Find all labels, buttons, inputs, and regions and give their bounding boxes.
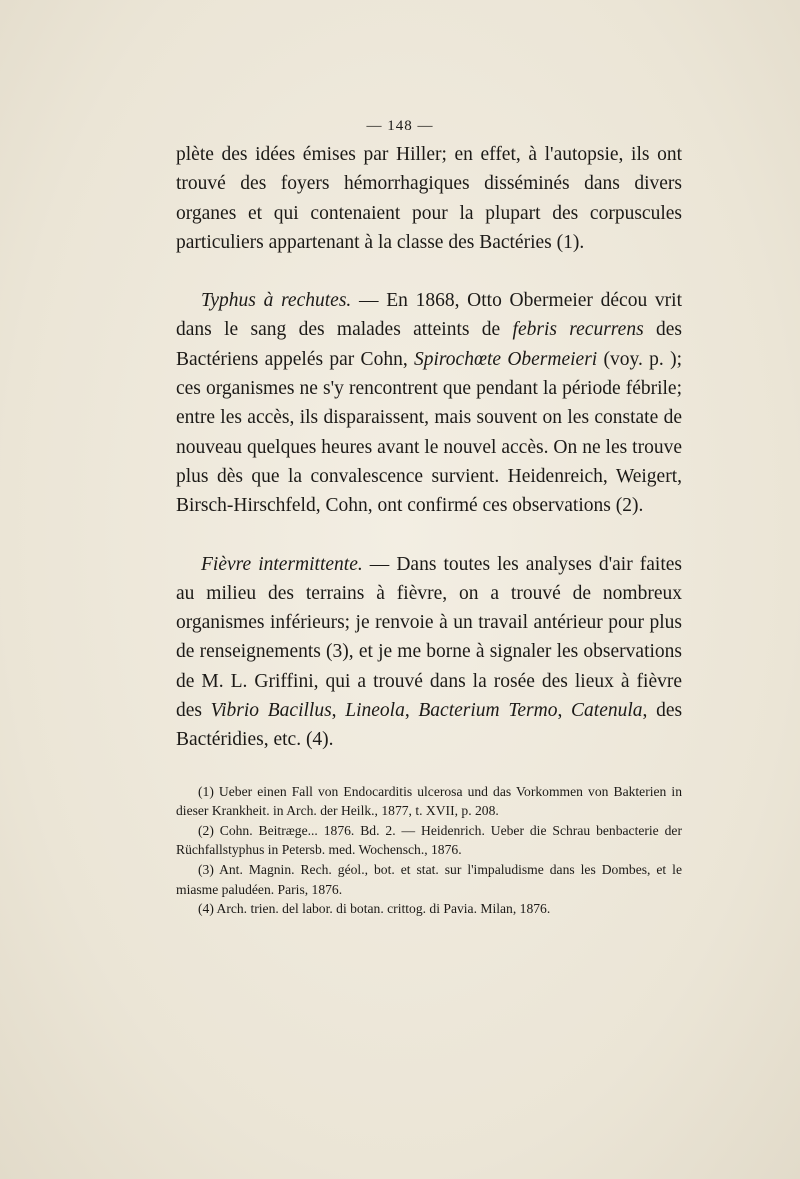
main-text [176, 140, 682, 919]
footnote-1: (1) Ueber einen Fall von Endocarditis ulcerosa und das Vorkommen von Bakterien in dieser Krankheit. in Arch. der Heilk., 1877, t. XVII, p. 208. [176, 783, 682, 819]
footnotes [176, 782, 682, 919]
heading-fievre: Fièvre intermittente. [201, 553, 363, 575]
paragraph-typhus: Typhus à rechutes. — En 1868, Otto Obermeier décou vrit dans le sang des malades atteints de febris recurrens des Bactériens appelés par Cohn, Spirochœte Obermeieri (voy. p. ); ces organismes ne s'y rencontrent que pendant la période fébrile; entre les accès, ils disparaissent, mais souvent on les constate de nouveau quelques heures avant le nouvel accès. On ne les trouve plus dès que la convalescence survient. Heidenreich, Weigert, Birsch-Hirschfeld, Cohn, ont confirmé ces observations (2). [176, 290, 683, 517]
footnote-3: (3) Ant. Magnin. Rech. géol., bot. et stat. sur l'impaludisme dans les Dombes, et le miasme paludéen. Paris, 1876. [176, 862, 682, 897]
heading-typhus: Typhus à rechutes. [201, 290, 352, 312]
footnote-4: (4) Arch. trien. del labor. di botan. crittog. di Pavia. Milan, 1876. [198, 901, 551, 917]
paragraph-1: plète des idées émises par Hiller; en effet, à l'autopsie, ils ont trouvé des foyers hémorrhagiques disséminés dans divers organes et qui contenaient pour la plupart des corpuscules particuliers appartenant à la classe des Bactéries (1). [176, 144, 682, 253]
footnote-2: (2) Cohn. Beitræge... 1876. Bd. 2. — Heidenrich. Ueber die Schrau benbacterie der Rüchfallstyphus in Petersb. med. Wochensch., 1876. [176, 822, 682, 858]
page-number: — 148 — [366, 118, 434, 134]
paragraph-fievre: Fièvre intermittente. — Dans toutes les analyses d'air faites au milieu des terrains à fièvre, on a trouvé de nombreux organismes inférieurs; je renvoie à un travail antérieur pour plus de renseignements (3), et je me borne à signaler les observations de M. L. Griffini, qui a trouvé dans la rosée des lieux à fièvre des Vibrio Bacillus, Lineola, Bacterium Termo, Catenula, des Bactéridies, etc. (4). [176, 553, 683, 751]
